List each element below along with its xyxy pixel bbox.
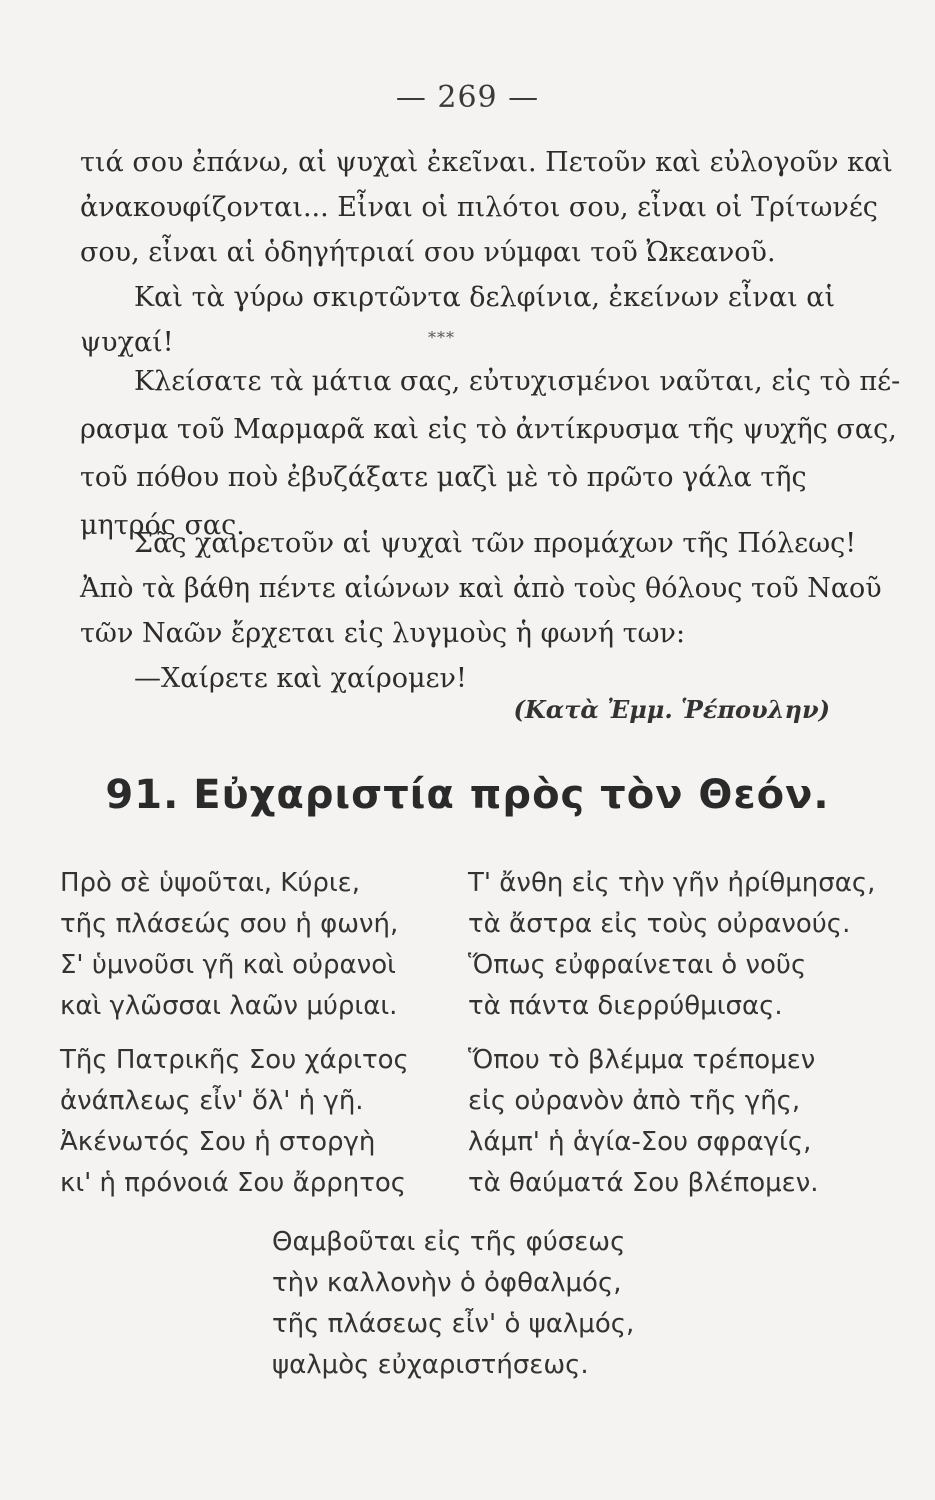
verse-line: εἰς οὐρανὸν ἀπὸ τῆς γῆς, — [468, 1086, 801, 1116]
verse-line: τὰ ἄστρα εἰς τοὺς οὐρανούς. — [468, 909, 851, 939]
section-heading — [0, 772, 935, 818]
poem-stanza-left-2 — [60, 1040, 409, 1204]
verse-line: Ἀκένωτός Σου ἡ στοργὴ — [60, 1127, 376, 1157]
text-line: ρασμα τοῦ Μαρμαρᾶ καὶ εἰς τὸ ἀντίκρυσμα τῆς ψυχῆς σας, — [80, 414, 897, 445]
attribution: (Κατὰ Ἐμμ. Ῥέπουλην) — [513, 695, 830, 724]
text-line: σου, εἶναι αἱ ὁδηγήτριαί σου νύμφαι τοῦ Ὠκεανοῦ. — [80, 237, 776, 268]
page-number: — 269 — — [395, 80, 540, 115]
text-line: Ἀπὸ τὰ βάθη πέντε αἰώνων καὶ ἀπὸ τοὺς θόλους τοῦ Ναοῦ — [80, 573, 882, 604]
poem-stanza-right-1 — [468, 863, 875, 1027]
text-line: ἀνακουφίζονται... Εἶναι οἱ πιλότοι σου, εἶναι οἱ Τρίτωνές — [80, 192, 878, 223]
paragraph-1 — [80, 140, 893, 365]
section-number: 91. — [105, 772, 180, 818]
text-line: Καὶ τὰ γύρω σκιρτῶντα δελφίνια, ἐκείνων εἶναι αἱ — [134, 282, 836, 313]
verse-line: Τῆς Πατρικῆς Σου χάριτος — [60, 1045, 409, 1075]
text-line: τοῦ πόθου ποὺ ἐβυζάξατε μαζὶ μὲ τὸ πρῶτο γάλα τῆς — [80, 462, 807, 493]
verse-line: ἀνάπλεως εἶν' ὅλ' ἡ γῆ. — [60, 1086, 364, 1116]
text-line: μητρός σας. — [80, 510, 245, 541]
verse-line: καὶ γλῶσσαι λαῶν μύριαι. — [60, 991, 398, 1021]
paragraph-3 — [80, 521, 882, 701]
verse-line: Ὅπου τὸ βλέμμα τρέπομεν — [468, 1045, 816, 1075]
verse-line: τὰ θαύματά Σου βλέπομεν. — [468, 1168, 819, 1198]
verse-line: λάμπ' ἡ ἁγία-Σου σφραγίς, — [468, 1127, 812, 1157]
verse-line: Θαμβοῦται εἰς τῆς φύσεως — [272, 1227, 626, 1257]
verse-line: τὰ πάντα διερρύθμισας. — [468, 991, 783, 1021]
text-line: —Χαίρετε καὶ χαίρομεν! — [134, 663, 467, 694]
asterism-separator: *** — [428, 328, 455, 347]
poem-stanza-left-1 — [60, 863, 398, 1027]
verse-line: τῆς πλάσεώς σου ἡ φωνή, — [60, 909, 399, 939]
verse-line: Τ' ἄνθη εἰς τὴν γῆν ἠρίθμησας, — [468, 868, 876, 898]
text-line: Σᾶς χαιρετοῦν αἱ ψυχαὶ τῶν προμάχων τῆς Πόλεως! — [134, 528, 857, 559]
verse-line: ψαλμὸς εὐχαριστήσεως. — [272, 1350, 589, 1380]
verse-line: Σ' ὑμνοῦσι γῆ καὶ οὐρανοὶ — [60, 950, 396, 980]
text-line: ψυχαί! — [80, 327, 174, 358]
verse-line: τῆς πλάσεως εἶν' ὁ ψαλμός, — [272, 1309, 635, 1339]
poem-stanza-right-2 — [468, 1040, 819, 1204]
section-title: Εὐχαριστία πρὸς τὸν Θεόν. — [193, 772, 830, 818]
text-line: τῶν Ναῶν ἔρχεται εἰς λυγμοὺς ἡ φωνή των: — [80, 618, 686, 649]
verse-line: κι' ἡ πρόνοιά Σου ἄρρητος — [60, 1168, 407, 1198]
verse-line: τὴν καλλονὴν ὁ ὀφθαλμός, — [272, 1268, 622, 1298]
text-line: τιά σου ἐπάνω, αἱ ψυχαὶ ἐκεῖναι. Πετοῦν καὶ εὐλογοῦν καὶ — [80, 147, 893, 178]
verse-line: Πρὸ σὲ ὑψοῦται, Κύριε, — [60, 868, 361, 898]
poem-stanza-center — [272, 1222, 634, 1386]
text-line: Κλείσατε τὰ μάτια σας, εὐτυχισμένοι ναῦται, εἰς τὸ πέ- — [134, 366, 901, 397]
verse-line: Ὅπως εὐφραίνεται ὁ νοῦς — [468, 950, 807, 980]
